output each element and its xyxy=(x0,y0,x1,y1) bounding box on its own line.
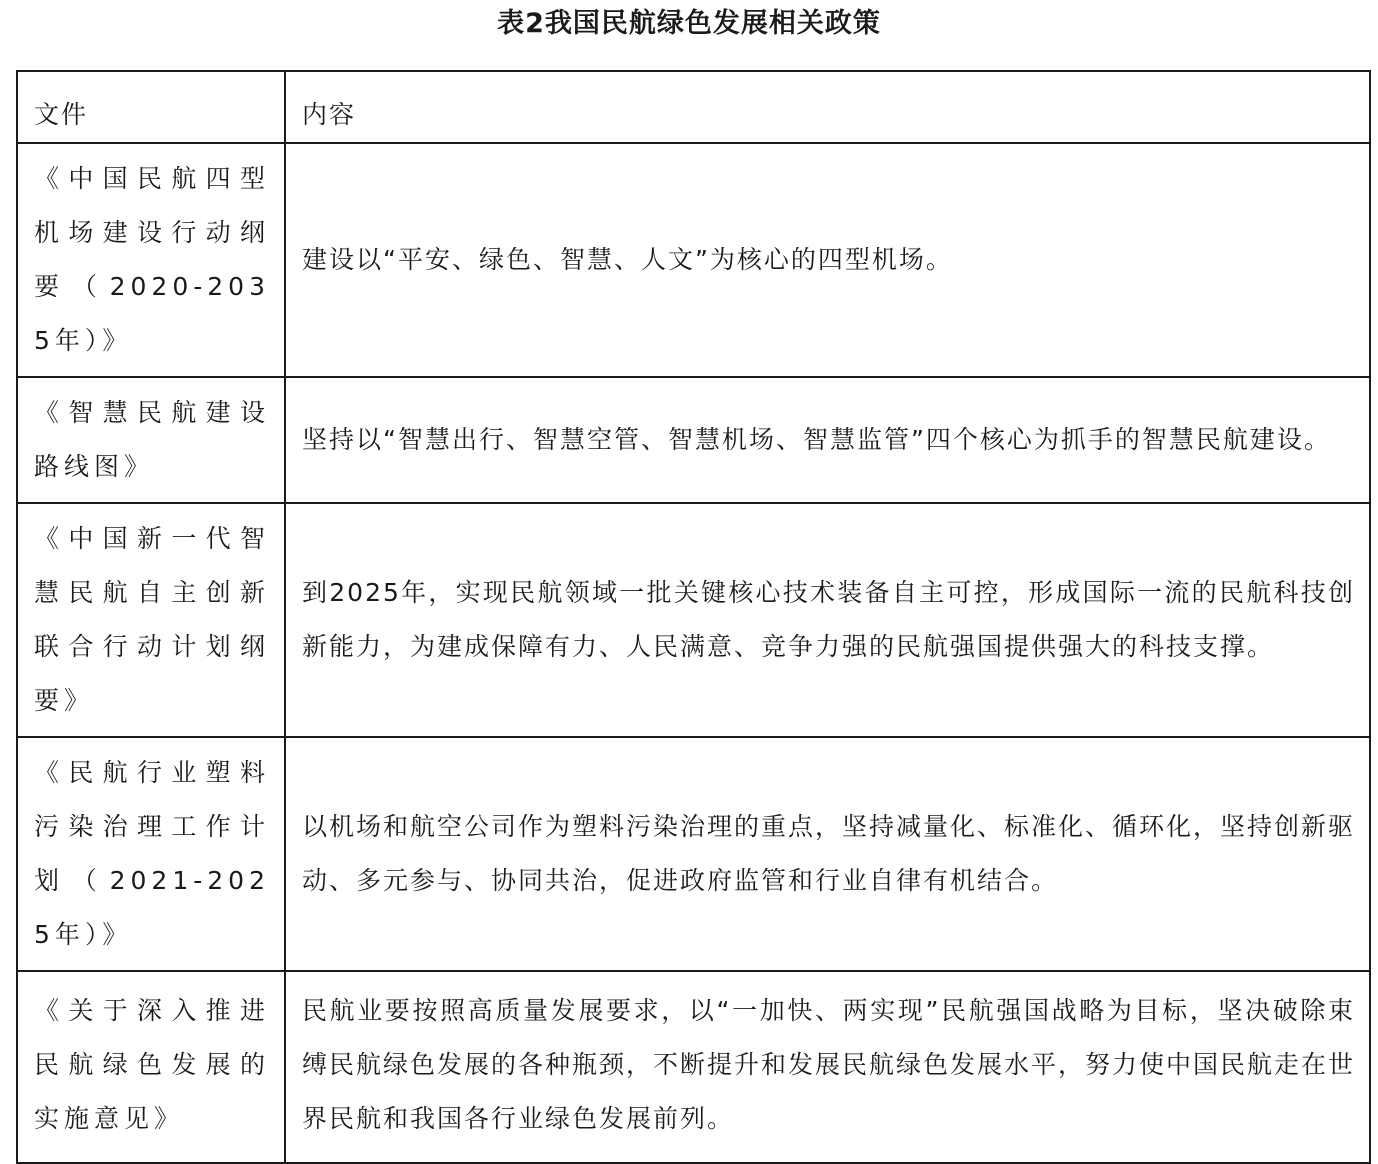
table-row xyxy=(17,377,1370,503)
table-row xyxy=(17,971,1370,1163)
file-cell: 《智慧民航建设路线图》 xyxy=(17,377,285,503)
table-row xyxy=(17,503,1370,737)
file-cell: 《中国新一代智慧民航自主创新联合行动计划纲要》 xyxy=(17,503,285,737)
policy-table xyxy=(16,70,1371,1164)
table-header-row xyxy=(17,71,1370,143)
content-cell: 建设以“平安、绿色、智慧、人文”为核心的四型机场。 xyxy=(285,143,1370,377)
table-row xyxy=(17,143,1370,377)
content-cell: 坚持以“智慧出行、智慧空管、智慧机场、智慧监管”四个核心为抓手的智慧民航建设。 xyxy=(285,377,1370,503)
file-cell: 《民航行业塑料污染治理工作计划（2021-2025年）》 xyxy=(17,737,285,971)
header-file: 文件 xyxy=(17,71,285,143)
file-cell-text: 《关于深入推进民航绿色发展的实施意见》 xyxy=(34,996,270,1133)
table-title: 表2我国民航绿色发展相关政策 xyxy=(497,8,881,39)
header-content: 内容 xyxy=(285,71,1370,143)
content-cell: 到2025年，实现民航领域一批关键核心技术装备自主可控，形成国际一流的民航科技创新能力，为建成保障有力、人民满意、竞争力强的民航强国提供强大的科技支撑。 xyxy=(285,503,1370,737)
table-row xyxy=(17,737,1370,971)
content-cell xyxy=(285,971,1370,1163)
content-cell-text: 民航业要按照高质量发展要求，以“一加快、两实现”民航强国战略为目标，坚决破除束缚民航绿色发展的各种瓶颈，不断提升和发展民航绿色发展水平，努力使中国民航走在世界民航和我国各行业绿色发展前列。 xyxy=(302,996,1356,1133)
content-cell: 以机场和航空公司作为塑料污染治理的重点，坚持减量化、标准化、循环化，坚持创新驱动、多元参与、协同共治，促进政府监管和行业自律有机结合。 xyxy=(285,737,1370,971)
file-cell xyxy=(17,971,285,1163)
file-cell: 《中国民航四型机场建设行动纲要（2020-2035年）》 xyxy=(17,143,285,377)
